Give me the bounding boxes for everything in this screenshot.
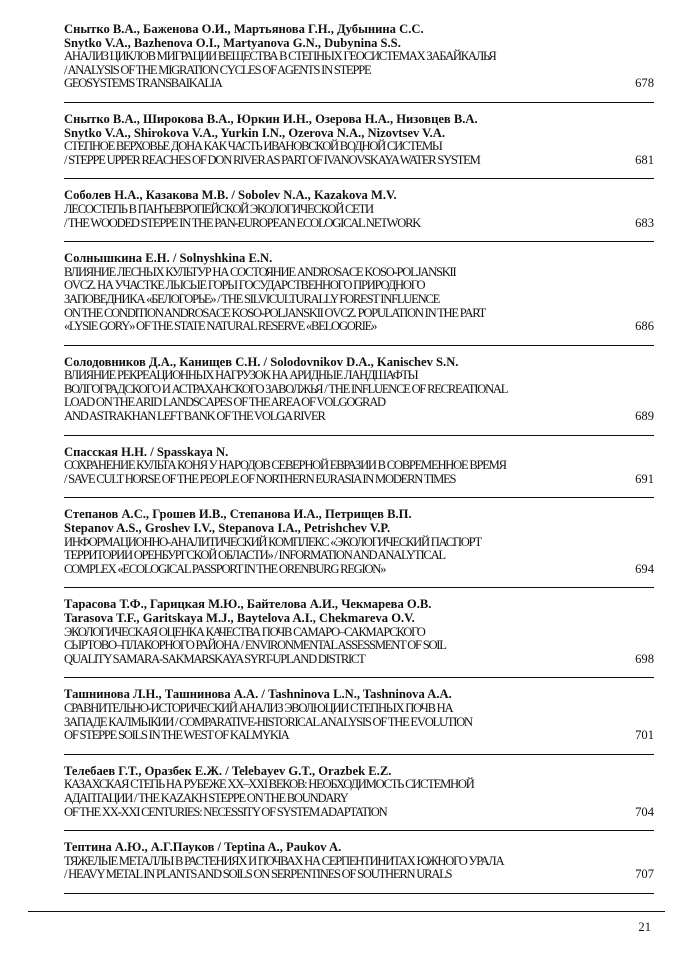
entry-authors: Тарасова Т.Ф., Гарицкая М.Ю., Байтелова А.И., Чекмарева О.В. bbox=[64, 597, 432, 612]
entry-page-number: 681 bbox=[635, 152, 654, 167]
entry-authors: Snytko V.A., Shirokova V.A., Yurkin I.N., Ozerova N.A., Nizovtsev V.A. bbox=[64, 125, 446, 140]
entry-title-line: COMPLEX «ECOLOGICAL PASSPORT IN THE ORENBURG REGION» bbox=[64, 561, 386, 576]
entry-title-line: / HEAVY METAL IN PLANTS AND SOILS ON SERPENTINES OF SOUTHERN URALS bbox=[64, 867, 452, 882]
page-number: 21 bbox=[638, 920, 651, 934]
entry-title-line: OF STEPPE SOILS IN THE WEST OF KALMYKIA bbox=[64, 728, 289, 743]
entry-title-line: / SAVE CULT HORSE OF THE PEOPLE OF NORTHERN EURASIA IN MODERN TIMES bbox=[64, 471, 456, 486]
entry-title-line: GEOSYSTEMS TRANSBAIKALIA bbox=[64, 76, 222, 91]
entry-title-line: СОХРАНЕНИЕ КУЛЬТА КОНЯ У НАРОДОВ СЕВЕРНОЙ ЕВРАЗИИ В СОВРЕМЕННОЕ ВРЕМЯ bbox=[64, 458, 506, 473]
entry-authors: Солодовников Д.А., Канищев С.Н. / Solodovnikov D.A., Kanischev S.N. bbox=[64, 354, 459, 369]
entry-authors: Степанов А.С., Грошев И.В., Степанова И.А., Петрищев В.П. bbox=[64, 507, 412, 522]
footer-divider bbox=[28, 911, 665, 912]
entry-title-line: АНАЛИЗ ЦИКЛОВ МИГРАЦИИ ВЕЩЕСТВА В СТЕПНЫХ ГЕОСИСТЕМАХ ЗАБАЙКАЛЬЯ bbox=[64, 49, 496, 64]
table-of-contents bbox=[64, 20, 654, 901]
entry-title-line: ВЛИЯНИЕ РЕКРЕАЦИОННЫХ НАГРУЗОК НА АРИДНЫЕ ЛАНДШАФТЫ bbox=[64, 368, 418, 383]
entry-page-number: 694 bbox=[635, 561, 654, 576]
entry-authors: Тептина А.Ю., А.Г.Пауков / Teptina A., Paukov A. bbox=[64, 840, 342, 855]
toc-entry bbox=[64, 762, 654, 831]
entry-authors: Спасская Н.Н. / Spasskaya N. bbox=[64, 444, 229, 459]
toc-entry bbox=[64, 595, 654, 678]
toc-entry bbox=[64, 249, 654, 346]
toc-entry bbox=[64, 838, 654, 894]
entry-title-line: «LYSIE GORY» OF THE STATE NATURAL RESERVE «BELOGORIE» bbox=[64, 319, 377, 334]
entry-authors: Snytko V.A., Bazhenova O.I., Martyanova G.N., Dubynina S.S. bbox=[64, 35, 401, 50]
toc-entry bbox=[64, 505, 654, 588]
toc-entry bbox=[64, 685, 654, 754]
toc-entry bbox=[64, 186, 654, 242]
entry-page-number: 704 bbox=[635, 804, 654, 819]
entry-title-line: / STEPPE UPPER REACHES OF DON RIVER AS PART OF IVANOVSKAYA WATER SYSTEM bbox=[64, 152, 480, 167]
entry-title-line: ON THE CONDITION ANDROSACE KOSO-POLJANSKII OVCZ. POPULATION IN THE PART bbox=[64, 305, 486, 320]
entry-title-line: ЗАПОВЕДНИКА «БЕЛОГОРЬЕ» / THE SILVICULTURALLY FOREST INFLUENCE bbox=[64, 291, 440, 306]
entry-title-line: ЭКОЛОГИЧЕСКАЯ ОЦЕНКА КАЧЕСТВА ПОЧВ САМАРО–САКМАРСКОГО bbox=[64, 624, 425, 639]
entry-authors: Ташнинова Л.Н., Ташнинова А.А. / Tashninova L.N., Tashninova A.A. bbox=[64, 687, 452, 702]
entry-title-line: / THE WOODED STEPPE IN THE PAN-EUROPEAN ECOLOGICAL NETWORK bbox=[64, 215, 421, 230]
entry-authors: Соболев Н.А., Казакова М.В. / Sobolev N.A., Kazakova M.V. bbox=[64, 188, 397, 203]
entry-page-number: 698 bbox=[635, 651, 654, 666]
entry-title-line: ТЕРРИТОРИИ ОРЕНБУРГСКОЙ ОБЛАСТИ» / INFORMATION AND ANALYTICAL bbox=[64, 548, 445, 563]
entry-page-number: 683 bbox=[635, 215, 654, 230]
entry-authors: Tarasova T.F., Garitskaya M.J., Baytelova A.I., Chekmareva O.V. bbox=[64, 611, 415, 625]
entry-page-number: 678 bbox=[635, 76, 654, 91]
entry-page-number: 707 bbox=[635, 867, 654, 882]
toc-entry bbox=[64, 20, 654, 103]
entry-page-number: 686 bbox=[635, 319, 654, 334]
entry-title-line: QUALITY SAMARA-SAKMARSKAYA SYRT-UPLAND DISTRICT bbox=[64, 651, 365, 666]
entry-title-line: OF THE XX-XXI CENTURIES: NECESSITY OF SYSTEM ADAPTATION bbox=[64, 804, 387, 819]
entry-title-line: LOAD ON THE ARID LANDSCAPES OF THE AREA OF VOLGOGRAD bbox=[64, 395, 385, 410]
entry-title-line: / ANALYSIS OF THE MIGRATION CYCLES OF AGENTS IN STEPPE bbox=[64, 62, 371, 77]
toc-entry bbox=[64, 443, 654, 499]
entry-title-line: СЫРТОВО–ПЛАКОРНОГО РАЙОНА / ENVIRONMENTAL ASSESSMENT OF SOIL bbox=[64, 638, 446, 653]
entry-title-line: ВЛИЯНИЕ ЛЕСНЫХ КУЛЬТУР НА СОСТОЯНИЕ ANDROSACE KOSO-POLJANSKII bbox=[64, 264, 456, 279]
entry-title-line: ВОЛГОГРАДСКОГО И АСТРАХАНСКОГО ЗАВОЛЖЬЯ / THE INFLUENCE OF RECREATIONAL bbox=[64, 381, 508, 396]
entry-title-line: АДАПТАЦИИ / THE KAZAKH STEPPE ON THE BOUNDARY bbox=[64, 790, 348, 805]
toc-entry bbox=[64, 110, 654, 179]
entry-page-number: 691 bbox=[635, 471, 654, 486]
entry-title-line: OVCZ. НА УЧАСТКЕ ЛЫСЫЕ ГОРЫ ГОСУДАРСТВЕННОГО ПРИРОДНОГО bbox=[64, 278, 425, 293]
entry-page-number: 701 bbox=[635, 728, 654, 743]
entry-title-line: СРАВНИТЕЛЬНО-ИСТОРИЧЕСКИЙ АНАЛИЗ ЭВОЛЮЦИИ СТЕПНЫХ ПОЧВ НА bbox=[64, 700, 453, 715]
entry-title-line: СТЕПНОЕ ВЕРХОВЬЕ ДОНА КАК ЧАСТЬ ИВАНОВСКОЙ ВОДНОЙ СИСТЕМЫ bbox=[64, 139, 442, 154]
entry-title-line: ИНФОРМАЦИОННО-АНАЛИТИЧЕСКИЙ КОМПЛЕКС «ЭКОЛОГИЧЕСКИЙ ПАСПОРТ bbox=[64, 534, 481, 549]
entry-page-number: 689 bbox=[635, 409, 654, 424]
entry-title-line: ЛЕСОСТЕПЬ В ПАНЪЕВРОПЕЙСКОЙ ЭКОЛОГИЧЕСКОЙ СЕТИ bbox=[64, 201, 373, 216]
entry-title-line: ТЯЖЕЛЫЕ МЕТАЛЛЫ В РАСТЕНИЯХ И ПОЧВАХ НА СЕРПЕНТИНИТАХ ЮЖНОГО УРАЛА bbox=[64, 853, 504, 868]
entry-authors: Телебаев Г.Т., Оразбек Е.Ж. / Telebayev G.T., Orazbek E.Z. bbox=[64, 763, 392, 778]
entry-authors: Stepanov A.S., Groshev I.V., Stepanova I.A., Petrishchev V.P. bbox=[64, 521, 391, 536]
entry-authors: Снытко В.А., Широкова В.А., Юркин И.Н., Озерова Н.А., Низовцев В.А. bbox=[64, 111, 478, 126]
entry-title-line: AND ASTRAKHAN LEFT BANK OF THE VOLGA RIVER bbox=[64, 409, 325, 424]
entry-title-line: КАЗАХСКАЯ СТЕПЬ НА РУБЕЖЕ XX–XXI ВЕКОВ: НЕОБХОДИМОСТЬ СИСТЕМНОЙ bbox=[64, 777, 474, 792]
entry-title-line: ЗАПАДЕ КАЛМЫКИИ / COMPARATIVE-HISTORICAL ANALYSIS OF THE EVOLUTION bbox=[64, 714, 472, 729]
entry-authors: Солнышкина Е.Н. / Solnyshkina E.N. bbox=[64, 251, 273, 266]
entry-authors: Снытко В.А., Баженова О.И., Мартьянова Г.Н., Дубынина С.С. bbox=[64, 22, 424, 36]
toc-entry bbox=[64, 353, 654, 436]
